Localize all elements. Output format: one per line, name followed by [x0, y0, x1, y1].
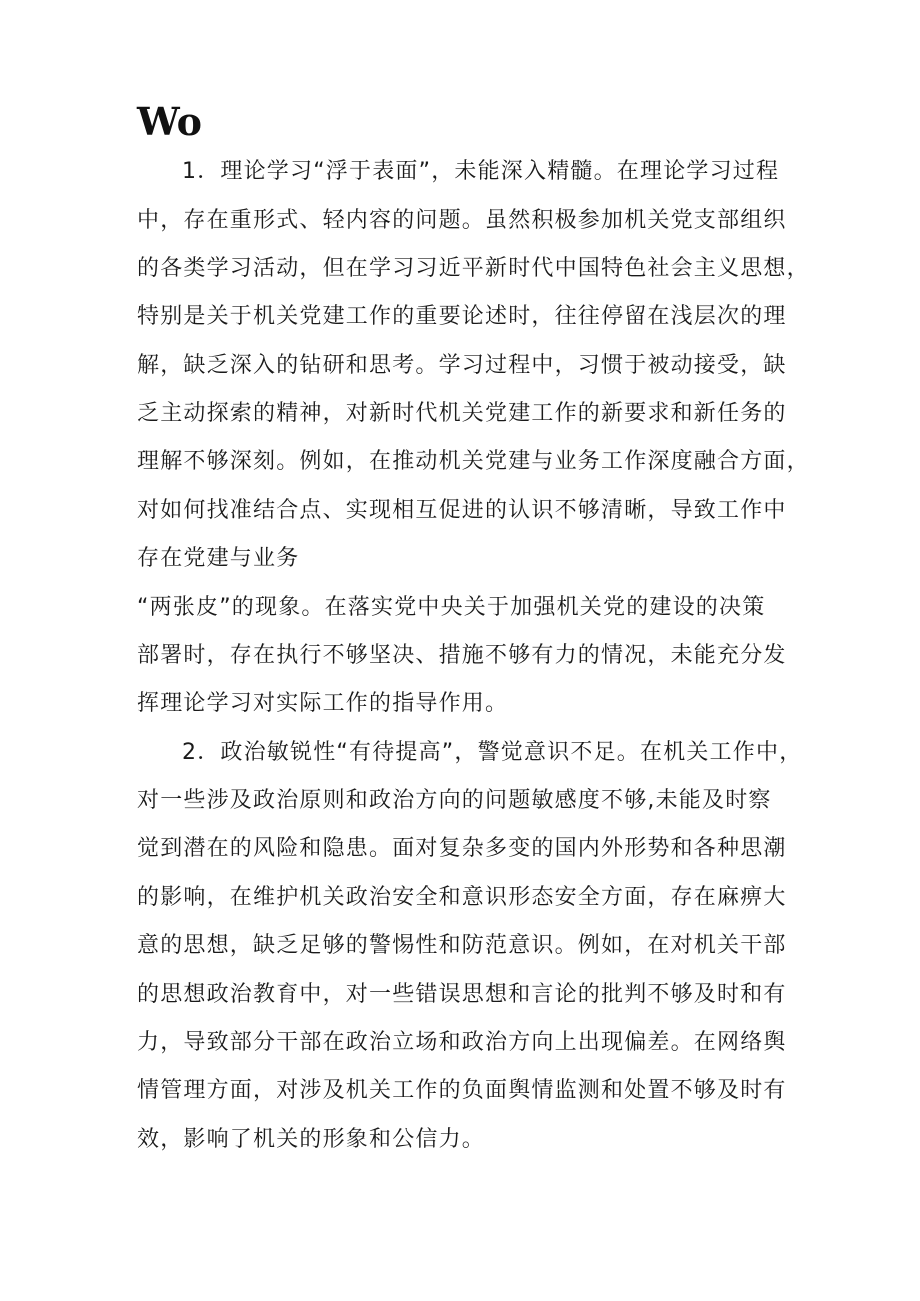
- paragraph-1-line: 1．理论学习“浮于表面”，未能深入精髓。在理论学习过程: [182, 159, 780, 184]
- document-title: Wo: [137, 99, 202, 144]
- paragraph-3-line: 意的思想，缺乏足够的警惕性和防范意识。例如，在对机关干部: [137, 933, 787, 958]
- paragraph-2-line: “两张皮”的现象。在落实党中央关于加强机关党的建设的决策: [137, 595, 766, 620]
- paragraph-1-line: 解，缺乏深入的钻研和思考。学习过程中，习惯于被动接受，缺: [137, 353, 787, 378]
- paragraph-1-line: 对如何找准结合点、实现相互促进的认识不够清晰，导致工作中: [137, 498, 787, 523]
- paragraph-3-line: 力，导致部分干部在政治立场和政治方向上出现偏差。在网络舆: [137, 1030, 787, 1055]
- paragraph-3-line: 2．政治敏锐性“有待提高”，警觉意识不足。在机关工作中，: [182, 740, 803, 765]
- paragraph-1-line: 理解不够深刻。例如，在推动机关党建与业务工作深度融合方面，: [137, 449, 810, 474]
- paragraph-3-line: 觉到潜在的风险和隐患。面对复杂多变的国内外形势和各种思潮: [137, 836, 787, 861]
- paragraph-1-line: 存在党建与业务: [137, 546, 300, 571]
- paragraph-3-line: 的思想政治教育中，对一些错误思想和言论的批判不够及时和有: [137, 982, 787, 1007]
- paragraph-3-line: 效，影响了机关的形象和公信力。: [137, 1127, 486, 1152]
- paragraph-2-line: 部署时，存在执行不够坚决、措施不够有力的情况，未能充分发: [137, 643, 787, 668]
- paragraph-3-line: 情管理方面，对涉及机关工作的负面舆情监测和处置不够及时有: [137, 1078, 787, 1103]
- paragraph-1-line: 中，存在重形式、轻内容的问题。虽然积极参加机关党支部组织: [137, 208, 787, 233]
- paragraph-2-line: 挥理论学习对实际工作的指导作用。: [137, 691, 509, 716]
- paragraph-1-line: 乏主动探索的精神，对新时代机关党建工作的新要求和新任务的: [137, 401, 787, 426]
- paragraph-1-line: 的各类学习活动，但在学习习近平新时代中国特色社会主义思想，: [137, 256, 810, 281]
- paragraph-1-line: 特别是关于机关党建工作的重要论述时，往往停留在浅层次的理: [137, 304, 787, 329]
- paragraph-3-line: 的影响，在维护机关政治安全和意识形态安全方面，存在麻痹大: [137, 885, 787, 910]
- paragraph-3-line: 对一些涉及政治原则和政治方向的问题敏感度不够,未能及时察: [137, 788, 772, 813]
